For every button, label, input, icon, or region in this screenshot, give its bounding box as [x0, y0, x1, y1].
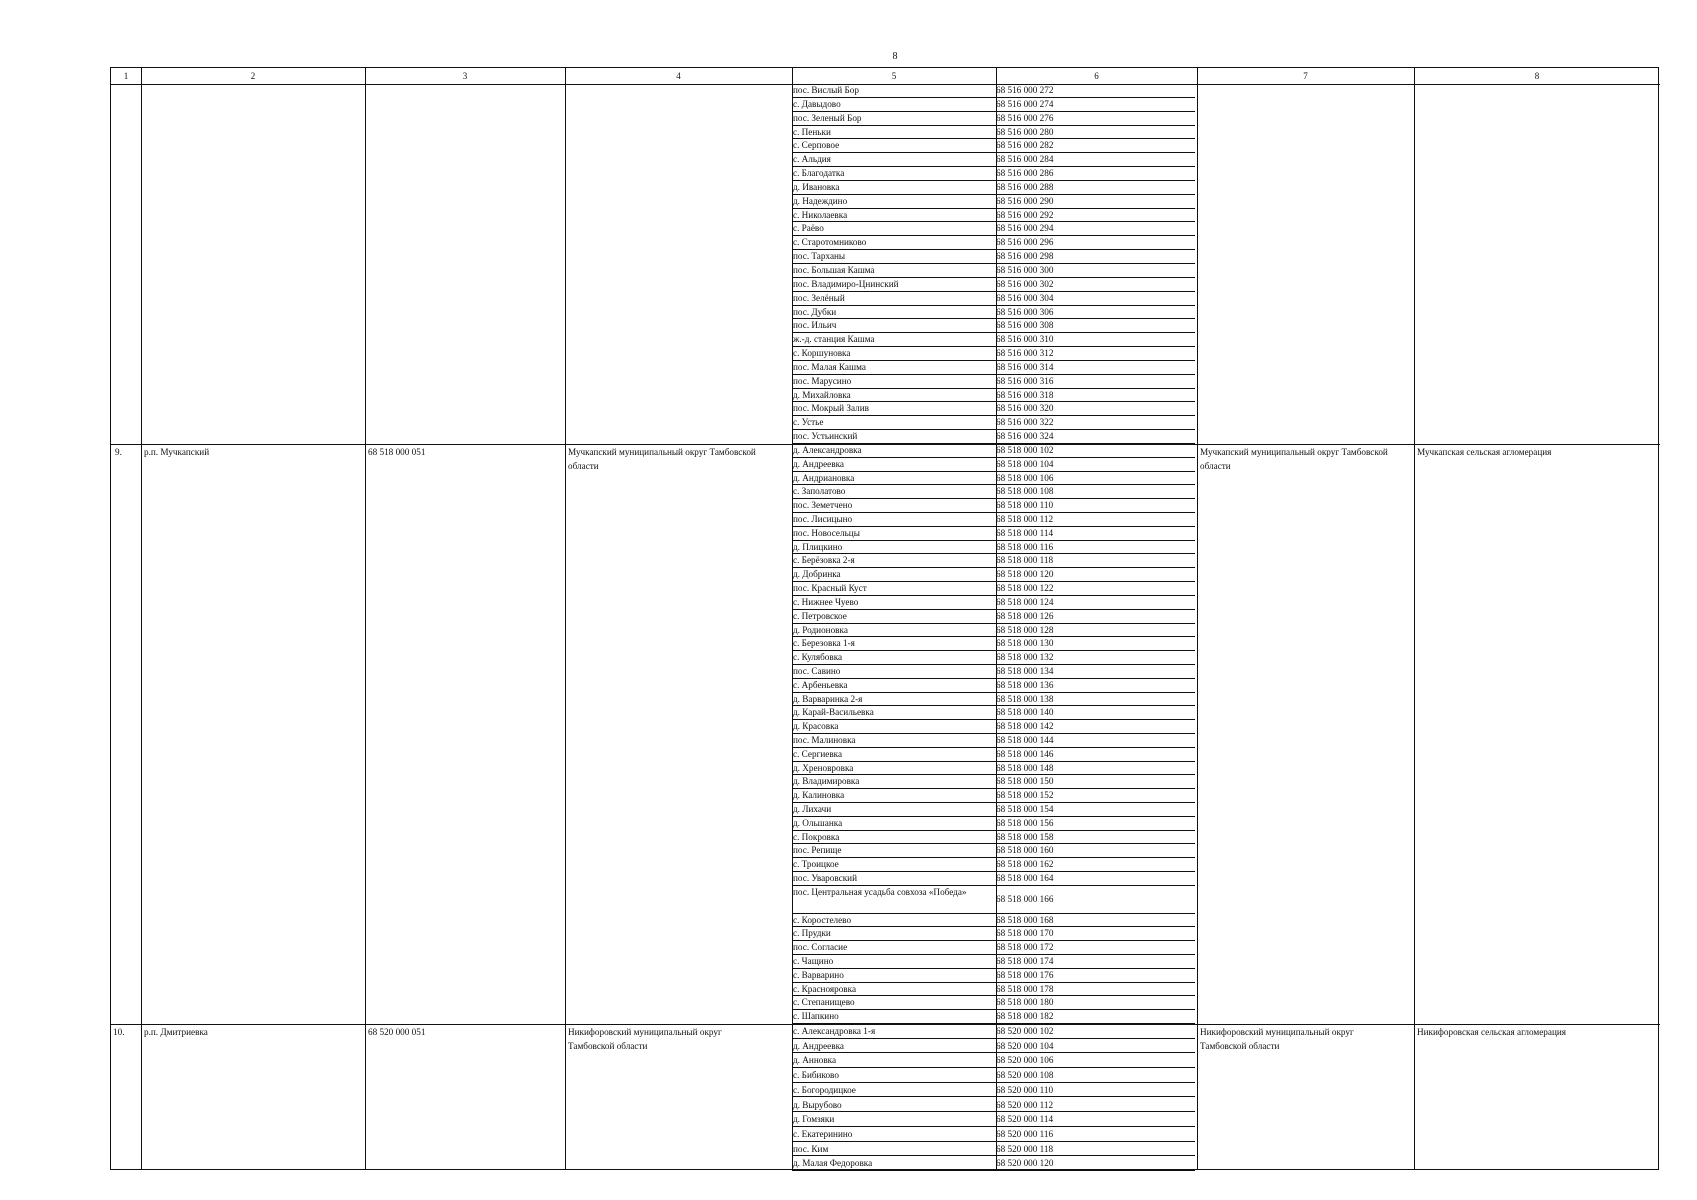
locality-name: д. Красовка — [793, 721, 839, 732]
agglomeration-name: Мучкапская сельская агломерация — [1417, 447, 1552, 457]
locality-name: с. Раёво — [793, 223, 824, 234]
locality-name: с. Нижнее Чуево — [793, 596, 859, 607]
locality-name: пос. Владимиро-Цнинский — [793, 278, 899, 289]
locality-code: 68 518 000 118 — [996, 555, 1054, 566]
locality-code: 68 518 000 178 — [996, 983, 1054, 994]
settlement-row — [792, 734, 1195, 748]
settlement-row — [792, 568, 1195, 582]
column-header-5: 5 — [891, 71, 897, 81]
row-number: 10. — [113, 1027, 125, 1037]
settlement-row — [792, 347, 1195, 361]
locality-code: 68 518 000 112 — [996, 514, 1054, 525]
settlement-row — [792, 1098, 1195, 1113]
locality-name: с. Варварино — [793, 969, 844, 980]
locality-name: д. Хреновровка — [793, 762, 854, 773]
locality-name: с. Чащино — [793, 955, 834, 966]
locality-name: д. Карай-Васильевка — [793, 707, 874, 718]
locality-name: пос. Тарханы — [793, 251, 846, 262]
settlement-row — [792, 485, 1195, 499]
locality-code: 68 516 000 296 — [996, 237, 1054, 248]
settlement-row — [792, 112, 1195, 126]
locality-code: 68 518 000 114 — [996, 527, 1054, 538]
locality-code: 68 520 000 108 — [996, 1070, 1054, 1081]
settlement-row — [792, 472, 1195, 486]
column-header-3: 3 — [462, 71, 468, 81]
locality-code: 68 518 000 162 — [996, 859, 1054, 870]
locality-code: 68 518 000 124 — [996, 596, 1054, 607]
locality-code: 68 518 000 150 — [996, 776, 1054, 787]
settlement-row — [792, 278, 1195, 292]
settlement-row — [792, 831, 1195, 845]
settlement-row — [792, 983, 1195, 997]
settlement-row — [792, 167, 1195, 181]
settlement-row — [792, 264, 1195, 278]
locality-code: 68 518 000 122 — [996, 583, 1054, 594]
settlement-row — [792, 195, 1195, 209]
settlement-row — [792, 803, 1195, 817]
locality-name: с. Арбеньевка — [793, 679, 848, 690]
locality-code: 68 520 000 110 — [996, 1084, 1054, 1095]
municipality-name-right: Мучкапский муниципальный округ Тамбовской области — [1200, 447, 1388, 471]
locality-name: с. Покровка — [793, 831, 840, 842]
column-header-7: 7 — [1303, 71, 1308, 81]
settlement-row — [792, 914, 1195, 928]
locality-name: с. Кулябовка — [793, 652, 843, 663]
locality-code: 68 516 000 302 — [996, 278, 1054, 289]
locality-code: 68 518 000 154 — [996, 804, 1054, 815]
settlement-row — [792, 513, 1195, 527]
locality-code: 68 518 000 176 — [996, 969, 1054, 980]
locality-name: с. Коршуновка — [793, 348, 851, 359]
locality-code: 68 520 000 112 — [996, 1099, 1054, 1110]
locality-code: 68 516 000 324 — [996, 431, 1054, 442]
column-header-2: 2 — [250, 71, 256, 81]
settlement-row — [792, 306, 1195, 320]
locality-name: д. Родионовка — [793, 624, 848, 635]
settlement-row — [792, 292, 1195, 306]
locality-name: ж.-д. станция Кашма — [793, 334, 875, 345]
locality-code: 68 516 000 292 — [996, 209, 1054, 220]
settlement-row — [792, 1039, 1195, 1054]
locality-name: пос. Большая Кашма — [793, 265, 875, 275]
locality-name: с. Шапкино — [793, 1011, 839, 1022]
locality-code: 68 518 000 148 — [996, 762, 1054, 773]
settlement-row — [792, 858, 1195, 872]
column-divider — [1414, 68, 1415, 1169]
settlement-row — [792, 872, 1195, 886]
locality-name: д. Андреевка — [793, 458, 844, 469]
row-number: 9. — [115, 447, 122, 457]
locality-name: д. Калиновка — [793, 790, 845, 801]
column-header-6: 6 — [1094, 71, 1099, 81]
locality-name: д. Плицкино — [793, 541, 843, 552]
settlement-row — [792, 789, 1195, 803]
locality-name: пос. Земетчено — [793, 500, 853, 511]
locality-name: с. Берёзовка 2-я — [793, 555, 855, 566]
locality-code: 68 516 000 312 — [996, 348, 1054, 359]
settlement-name: р.п. Мучкапский — [144, 447, 210, 457]
locality-code: 68 518 000 102 — [996, 445, 1054, 455]
locality-code: 68 516 000 274 — [996, 98, 1054, 109]
settlement-row — [792, 651, 1195, 665]
locality-name: с. Устье — [793, 417, 824, 428]
locality-code: 68 520 000 116 — [996, 1128, 1054, 1139]
locality-code: 68 518 000 174 — [996, 955, 1054, 966]
locality-name: пос. Устьинский — [793, 431, 858, 442]
locality-name: с. Старотомниково — [793, 237, 867, 248]
settlement-row — [792, 941, 1195, 955]
settlement-row — [792, 1024, 1195, 1039]
settlement-row — [792, 1053, 1195, 1068]
locality-code: 68 518 000 134 — [996, 665, 1054, 676]
locality-name: с. Серповое — [793, 140, 840, 151]
column-header-1: 1 — [123, 71, 129, 81]
locality-code: 68 520 000 106 — [996, 1055, 1054, 1066]
locality-code: 68 516 000 294 — [996, 223, 1054, 234]
locality-name: д. Александровка — [793, 445, 862, 455]
locality-name: пос. Уваровский — [793, 873, 858, 884]
locality-code: 68 516 000 320 — [996, 403, 1054, 414]
settlement-row — [792, 1068, 1195, 1083]
locality-name: пос. Савино — [793, 665, 841, 676]
locality-name: с. Николаевка — [793, 209, 848, 220]
locality-name: д. Надеждино — [793, 195, 848, 206]
locality-code: 68 518 000 126 — [996, 610, 1054, 621]
locality-name: с. Александровка 1-я — [793, 1026, 876, 1036]
locality-code: 68 516 000 282 — [996, 140, 1054, 151]
settlement-row — [792, 209, 1195, 223]
settlement-row — [792, 389, 1195, 403]
locality-code: 68 518 000 158 — [996, 831, 1054, 842]
settlement-row — [792, 319, 1195, 333]
settlements-table — [110, 67, 1659, 1170]
locality-code: 68 516 000 290 — [996, 195, 1054, 206]
municipality-name: Мучкапский муниципальный округ Тамбовской области — [568, 447, 756, 471]
column-header-8: 8 — [1534, 71, 1540, 81]
locality-code: 68 516 000 272 — [996, 85, 1054, 95]
locality-name: пос. Лисицыно — [793, 514, 853, 525]
locality-code: 68 516 000 308 — [996, 320, 1054, 331]
settlement-code: 68 520 000 051 — [368, 1027, 426, 1037]
locality-name: пос. Ильич — [793, 320, 837, 331]
column-divider — [565, 68, 566, 1169]
settlement-row — [792, 1156, 1195, 1171]
locality-code: 68 518 000 132 — [996, 652, 1054, 663]
locality-code: 68 518 000 104 — [996, 458, 1054, 469]
locality-name: д. Владимировка — [793, 776, 860, 787]
locality-code: 68 516 000 314 — [996, 361, 1054, 372]
settlement-row — [792, 1112, 1195, 1127]
locality-code: 68 516 000 288 — [996, 181, 1054, 192]
locality-name: д. Гомзяки — [793, 1114, 835, 1125]
locality-name: с. Краснояровка — [793, 983, 857, 994]
page-number: 8 — [892, 51, 898, 62]
locality-code: 68 516 000 304 — [996, 292, 1054, 303]
locality-name: с. Прудки — [793, 928, 831, 939]
locality-code: 68 518 000 140 — [996, 707, 1054, 718]
locality-name: д. Ивановка — [793, 181, 840, 192]
locality-code: 68 518 000 164 — [996, 873, 1054, 884]
locality-name: пос. Репище — [793, 845, 842, 856]
locality-name: пос. Красный Куст — [793, 583, 867, 594]
settlement-row — [792, 610, 1195, 624]
locality-code: 68 516 000 286 — [996, 168, 1054, 179]
column-divider — [141, 68, 142, 1169]
locality-code: 68 518 000 156 — [996, 817, 1054, 828]
column-divider — [1197, 68, 1198, 1169]
settlement-row — [792, 361, 1195, 375]
settlement-code: 68 518 000 051 — [368, 447, 426, 457]
locality-code: 68 516 000 310 — [996, 334, 1054, 345]
locality-name: с. Пеньки — [793, 126, 831, 137]
settlement-row — [792, 720, 1195, 734]
locality-code: 68 518 000 142 — [996, 721, 1054, 732]
settlement-row — [792, 679, 1195, 693]
locality-name: д. Вырубово — [793, 1099, 842, 1110]
agglomeration-name: Никифоровская сельская агломерация — [1417, 1027, 1567, 1037]
locality-name: д. Варваринка 2-я — [793, 693, 863, 704]
locality-code: 68 518 000 138 — [996, 693, 1054, 704]
locality-code: 68 518 000 128 — [996, 624, 1054, 635]
settlement-row — [792, 1083, 1195, 1098]
settlement-row — [792, 582, 1195, 596]
settlement-row — [792, 955, 1195, 969]
locality-name: пос. Центральная усадьба совхоза «Победа» — [793, 886, 967, 897]
settlement-row — [792, 762, 1195, 776]
locality-code: 68 518 000 110 — [996, 500, 1054, 511]
settlement-row — [792, 250, 1195, 264]
settlement-row — [792, 139, 1195, 153]
locality-name: д. Михайловка — [793, 389, 851, 400]
locality-code: 68 520 000 120 — [996, 1158, 1054, 1169]
locality-code: 68 518 000 144 — [996, 735, 1054, 745]
column-divider — [365, 68, 366, 1169]
settlement-row — [792, 430, 1195, 444]
locality-code: 68 518 000 120 — [996, 569, 1054, 580]
locality-name: пос. Согласие — [793, 942, 848, 953]
settlement-row — [792, 665, 1195, 679]
settlement-row — [792, 927, 1195, 941]
settlement-name: р.п. Дмитриевка — [144, 1027, 208, 1037]
locality-code: 68 518 000 170 — [996, 928, 1054, 939]
locality-name: с. Бибиково — [793, 1070, 839, 1081]
locality-name: д. Добринка — [793, 569, 841, 580]
settlement-row — [792, 98, 1195, 112]
locality-code: 68 516 000 306 — [996, 306, 1054, 317]
settlement-row — [792, 333, 1195, 347]
locality-code: 68 520 000 118 — [996, 1143, 1054, 1154]
locality-name: с. Троицкое — [793, 859, 839, 870]
settlement-row — [792, 1010, 1195, 1024]
locality-code: 68 516 000 316 — [996, 375, 1054, 386]
settlement-row — [792, 706, 1195, 720]
locality-name: пос. Зелёный — [793, 292, 845, 303]
settlement-row — [792, 886, 1195, 914]
settlement-row — [792, 416, 1195, 430]
settlement-row — [792, 637, 1195, 651]
locality-code: 68 518 000 130 — [996, 638, 1054, 649]
locality-code: 68 518 000 146 — [996, 748, 1054, 759]
settlement-row — [792, 444, 1195, 458]
locality-code: 68 516 000 300 — [996, 265, 1054, 275]
locality-code: 68 518 000 108 — [996, 486, 1054, 497]
locality-name: д. Ольшанка — [793, 817, 843, 828]
locality-name: пос. Вислый Бор — [793, 85, 859, 95]
settlement-row — [792, 236, 1195, 250]
settlement-row — [792, 844, 1195, 858]
settlement-row — [792, 996, 1195, 1010]
locality-name: с. Сергиевка — [793, 748, 843, 759]
settlement-row — [792, 153, 1195, 167]
locality-name: пос. Малая Кашма — [793, 361, 866, 372]
locality-name: пос. Дубки — [793, 306, 837, 317]
settlement-row — [792, 969, 1195, 983]
locality-name: пос. Зеленый Бор — [793, 112, 862, 123]
settlement-row — [792, 693, 1195, 707]
locality-code: 68 518 000 116 — [996, 541, 1054, 552]
settlement-row — [792, 458, 1195, 472]
settlement-row — [792, 527, 1195, 541]
locality-code: 68 520 000 114 — [996, 1114, 1054, 1125]
settlement-row — [792, 775, 1195, 789]
settlement-row — [792, 596, 1195, 610]
locality-code: 68 518 000 180 — [996, 997, 1054, 1008]
locality-code: 68 518 000 166 — [996, 893, 1054, 904]
locality-name: с. Коростелево — [793, 914, 852, 925]
locality-code: 68 516 000 280 — [996, 126, 1054, 137]
locality-name: д. Лихачи — [793, 804, 832, 815]
locality-name: д. Малая Федоровка — [793, 1158, 873, 1169]
locality-code: 68 518 000 160 — [996, 845, 1054, 856]
settlement-row — [792, 402, 1195, 416]
locality-code: 68 516 000 298 — [996, 251, 1054, 262]
locality-name: пос. Ким — [793, 1143, 829, 1154]
locality-code: 68 520 000 104 — [996, 1040, 1054, 1051]
locality-code: 68 518 000 172 — [996, 942, 1054, 953]
settlement-row — [792, 1127, 1195, 1142]
locality-code: 68 518 000 168 — [996, 914, 1054, 925]
locality-name: пос. Мокрый Залив — [793, 403, 869, 414]
locality-code: 68 518 000 182 — [996, 1011, 1054, 1022]
column-header-4: 4 — [676, 71, 681, 81]
locality-code: 68 516 000 276 — [996, 112, 1054, 123]
locality-name: пос. Марусино — [793, 375, 852, 386]
locality-code: 68 516 000 318 — [996, 389, 1054, 400]
locality-code: 68 516 000 322 — [996, 417, 1054, 428]
municipality-name-right: Никифоровский муниципальный округ Тамбовской области — [1200, 1027, 1354, 1051]
settlement-row — [792, 375, 1195, 389]
locality-name: с. Давыдово — [793, 98, 841, 109]
locality-code: 68 518 000 136 — [996, 679, 1054, 690]
locality-name: пос. Малиновка — [793, 735, 856, 745]
locality-name: с. Благодатка — [793, 168, 845, 179]
locality-code: 68 516 000 284 — [996, 154, 1054, 165]
settlement-row — [792, 1142, 1195, 1157]
locality-name: д. Андриановка — [793, 472, 855, 483]
settlement-row — [792, 84, 1195, 98]
settlement-row — [792, 126, 1195, 140]
locality-name: пос. Новосельцы — [793, 527, 860, 538]
locality-name: д. Андреевка — [793, 1040, 844, 1051]
locality-code: 68 520 000 102 — [996, 1026, 1054, 1036]
locality-name: с. Заполатово — [793, 486, 846, 497]
settlement-row — [792, 222, 1195, 236]
settlement-row — [792, 499, 1195, 513]
locality-name: с. Березовка 1-я — [793, 638, 855, 649]
settlement-row — [792, 624, 1195, 638]
settlement-row — [792, 554, 1195, 568]
locality-name: с. Екатеринино — [793, 1128, 853, 1139]
settlement-row — [792, 748, 1195, 762]
locality-code: 68 518 000 106 — [996, 472, 1054, 483]
locality-name: с. Альдия — [793, 154, 831, 165]
locality-name: д. Анновка — [793, 1055, 837, 1066]
locality-name: с. Богородицкое — [793, 1084, 856, 1095]
locality-code: 68 518 000 152 — [996, 790, 1054, 801]
locality-name: с. Степанищево — [793, 997, 855, 1008]
locality-name: с. Петровское — [793, 610, 847, 621]
settlement-row — [792, 817, 1195, 831]
municipality-name: Никифоровский муниципальный округ Тамбовской области — [568, 1027, 722, 1051]
settlement-row — [792, 541, 1195, 555]
settlement-row — [792, 181, 1195, 195]
